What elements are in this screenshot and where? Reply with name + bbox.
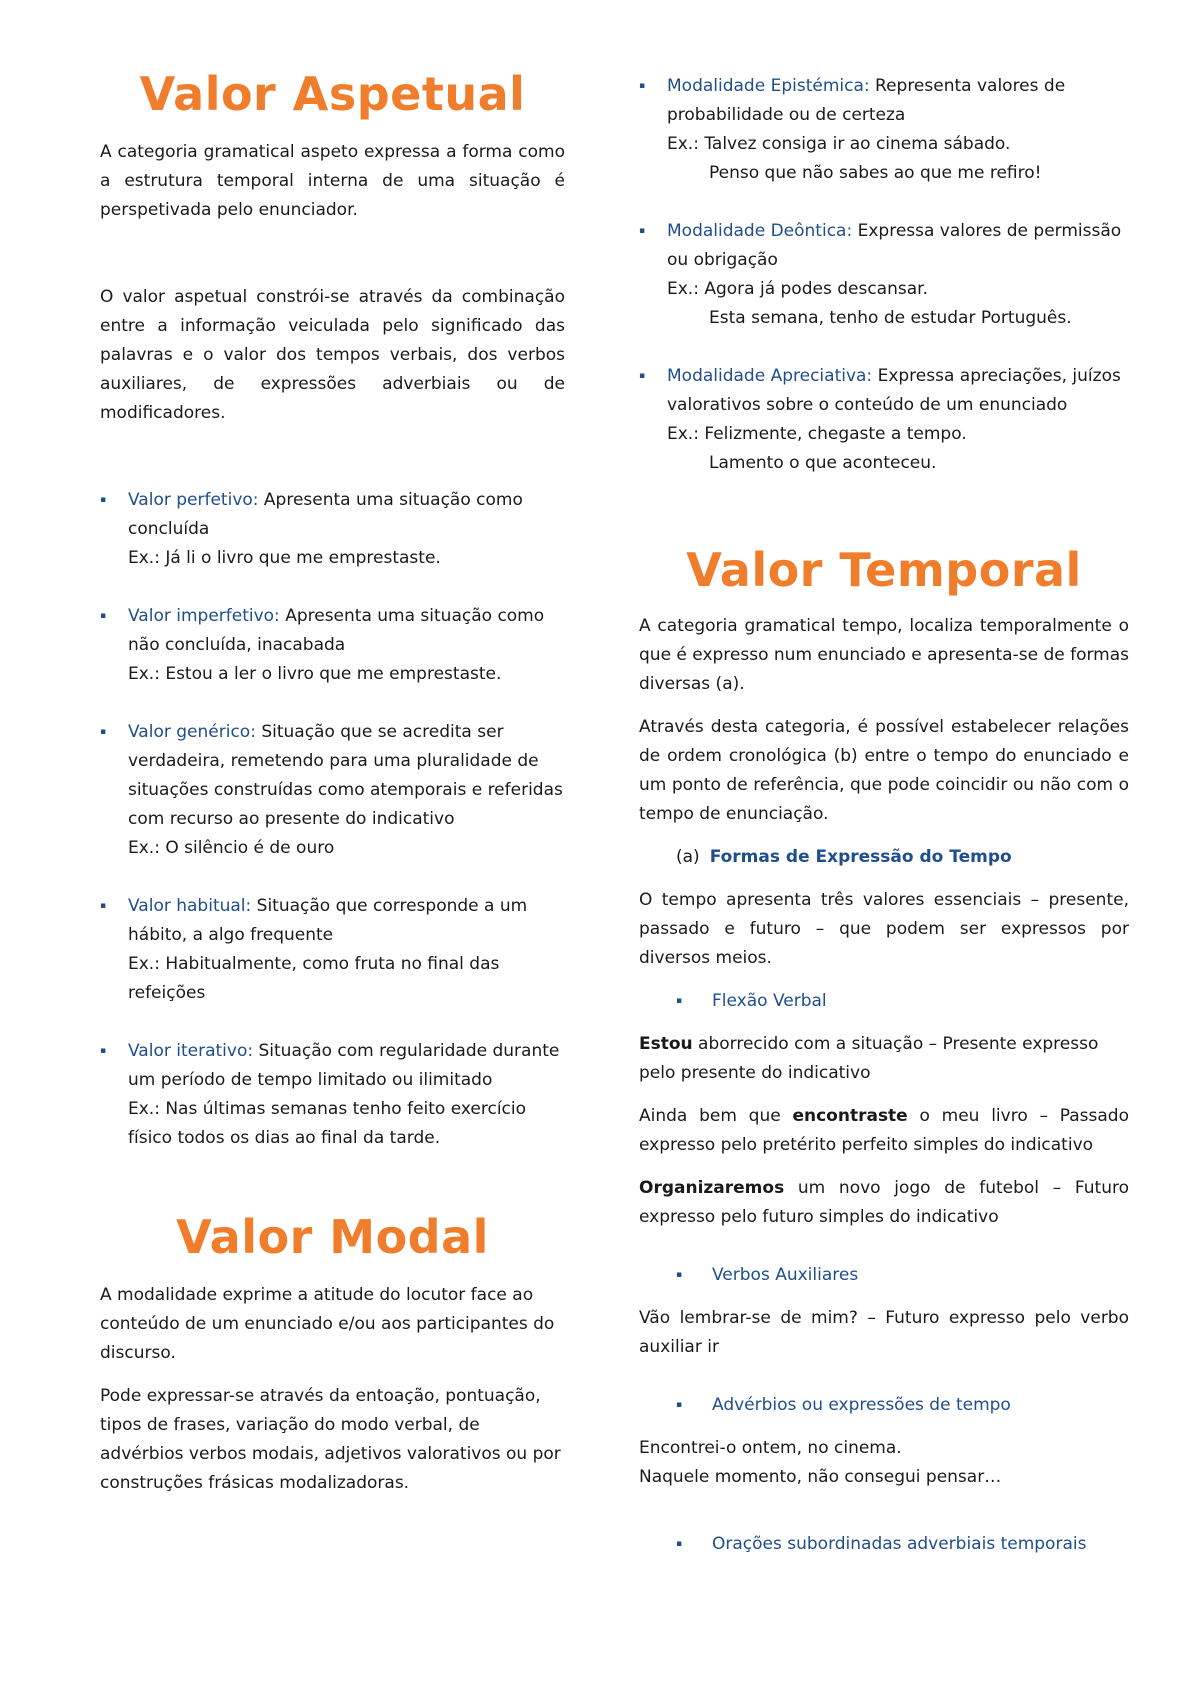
example-text: Lamento o que aconteceu. <box>709 453 937 473</box>
modal-intro-1: A modalidade exprime a atitude do locutor face ao conteúdo de um enunciado e/ou aos participantes do discurso. <box>100 1285 555 1363</box>
example-paragraph <box>639 1102 1129 1160</box>
sub-list-item <box>639 1530 1129 1559</box>
term-label: Valor genérico: <box>128 722 256 742</box>
bullet-icon: ▪ <box>100 727 107 737</box>
example-text: Ainda bem que <box>639 1106 793 1126</box>
term-label: Valor perfetivo: <box>128 490 259 510</box>
example-bold: Estou <box>639 1034 693 1054</box>
example-text: Talvez consiga ir ao cinema sábado. <box>704 134 1011 154</box>
sub-item-label: Verbos Auxiliares <box>712 1265 859 1285</box>
example-text: Penso que não sabes ao que me refiro! <box>709 163 1042 183</box>
term-description: Expressa apreciações, juízos valorativos sobre o conteúdo de um enunciado <box>667 366 1121 415</box>
example-label: Ex.: <box>667 279 699 299</box>
term-label: Valor imperfetivo: <box>128 606 280 626</box>
example-label: Ex.: <box>667 424 699 444</box>
example-paragraph <box>639 1030 1129 1088</box>
example-text: Ex.: Estou a ler o livro que me emprestaste. <box>128 664 502 684</box>
aspetual-intro-1: A categoria gramatical aspeto expressa a forma como a estrutura temporal interna de uma situação é perspetivada pelo enunciador. <box>100 142 565 220</box>
example-text: Ex.: Habitualmente, como fruta no final das refeições <box>128 954 500 1003</box>
sub-item-label: Flexão Verbal <box>712 991 827 1011</box>
left-column <box>100 0 565 1498</box>
forms-heading <box>639 843 1129 872</box>
example-text: Ex.: Já li o livro que me emprestaste. <box>128 548 441 568</box>
example-text: aborrecido com a situação – Presente expresso pelo presente do indicativo <box>639 1034 1099 1083</box>
sub-item-label: Orações subordinadas adverbiais temporais <box>712 1534 1087 1554</box>
term-description: Apresenta uma situação como concluída <box>128 490 523 539</box>
temporal-values-text: O tempo apresenta três valores essenciais – presente, passado e futuro – que podem ser expressos por diversos meios. <box>639 890 1129 968</box>
example-label: Ex.: <box>667 134 699 154</box>
bullet-icon: ▪ <box>639 371 646 381</box>
term-description: Representa valores de probabilidade ou de certeza <box>667 76 1066 125</box>
bullet-icon: ▪ <box>100 611 107 621</box>
bullet-icon: ▪ <box>100 901 107 911</box>
modal-title: Valor Modal <box>176 1210 489 1264</box>
term-label: Valor habitual: <box>128 896 252 916</box>
right-column <box>639 0 1129 1559</box>
sub-list-item <box>639 1261 1129 1290</box>
bullet-icon: ▪ <box>676 1270 683 1280</box>
example-text: Ex.: O silêncio é de ouro <box>128 838 335 858</box>
example-text: Ex.: Nas últimas semanas tenho feito exercício físico todos os dias ao final da tarde. <box>128 1099 527 1148</box>
term-label: Modalidade Epistémica: <box>667 76 870 96</box>
list-item <box>100 486 565 573</box>
modal-list <box>639 72 1129 478</box>
term-label: Modalidade Apreciativa: <box>667 366 873 386</box>
bullet-icon: ▪ <box>676 1539 683 1549</box>
aspetual-list <box>100 486 565 1153</box>
modal-intro-2: Pode expressar-se através da entoação, pontuação, tipos de frases, variação do modo verbal, de advérbios verbos modais, adjetivos valorativos ou por construções frásicas modalizadoras. <box>100 1386 561 1493</box>
term-description: Situação que corresponde a um hábito, a algo frequente <box>128 896 528 945</box>
list-item <box>639 217 1129 333</box>
term-description: Apresenta uma situação como não concluída, inacabada <box>128 606 545 655</box>
list-item <box>100 892 565 1008</box>
list-item <box>100 718 565 863</box>
term-label: Valor iterativo: <box>128 1041 254 1061</box>
example-text: Felizmente, chegaste a tempo. <box>704 424 967 444</box>
term-description: Expressa valores de permissão ou obrigação <box>667 221 1122 270</box>
forms-heading-label: (a) <box>676 847 700 867</box>
example-paragraph <box>639 1434 1129 1492</box>
bullet-icon: ▪ <box>676 1400 683 1410</box>
example-bold: encontraste <box>792 1106 908 1126</box>
aspetual-title: Valor Aspetual <box>139 67 526 121</box>
temporal-intro-2: Através desta categoria, é possível estabelecer relações de ordem cronológica (b) entre o tempo do enunciado e um ponto de referência, que pode coincidir ou não com o tempo de enunciação. <box>639 717 1129 824</box>
bullet-icon: ▪ <box>639 81 646 91</box>
bullet-icon: ▪ <box>676 996 683 1006</box>
bullet-icon: ▪ <box>100 495 107 505</box>
example-text: Encontrei-o ontem, no cinema. <box>639 1438 902 1458</box>
list-item <box>100 602 565 689</box>
list-item <box>100 1037 565 1153</box>
example-text: Naquele momento, não consegui pensar… <box>639 1467 1002 1487</box>
list-item <box>639 72 1129 188</box>
aspetual-intro-2: O valor aspetual constrói-se através da combinação entre a informação veiculada pelo significado das palavras e o valor dos tempos verbais, dos verbos auxiliares, de expressões adverbiais ou de modificadores. <box>100 287 565 423</box>
example-text: o meu livro – Passado expresso pelo pretérito perfeito simples do indicativo <box>639 1106 1129 1155</box>
sub-list-item <box>639 1391 1129 1420</box>
example-paragraph: Vão lembrar-se de mim? – Futuro expresso pelo verbo auxiliar ir <box>639 1308 1129 1357</box>
bullet-icon: ▪ <box>100 1046 107 1056</box>
term-description: Situação que se acredita ser verdadeira, remetendo para uma pluralidade de situações construídas como atemporais e referidas com recurso ao presente do indicativo <box>128 722 563 829</box>
temporal-intro-1: A categoria gramatical tempo, localiza temporalmente o que é expresso num enunciado e apresenta-se de formas diversas (a). <box>639 616 1130 694</box>
example-paragraph <box>639 1174 1129 1232</box>
forms-heading-text: Formas de Expressão do Tempo <box>709 847 1012 867</box>
example-text: Agora já podes descansar. <box>704 279 928 299</box>
sub-item-label: Advérbios ou expressões de tempo <box>712 1395 1011 1415</box>
example-bold: Organizaremos <box>639 1178 785 1198</box>
example-text: um novo jogo de futebol – Futuro expresso pelo futuro simples do indicativo <box>639 1178 1129 1227</box>
bullet-icon: ▪ <box>639 226 646 236</box>
temporal-title: Valor Temporal <box>686 543 1082 597</box>
sub-list-item <box>639 987 1129 1016</box>
term-label: Modalidade Deôntica: <box>667 221 853 241</box>
term-description: Situação com regularidade durante um período de tempo limitado ou ilimitado <box>128 1041 560 1090</box>
list-item <box>639 362 1129 478</box>
example-text: Esta semana, tenho de estudar Português. <box>709 308 1072 328</box>
